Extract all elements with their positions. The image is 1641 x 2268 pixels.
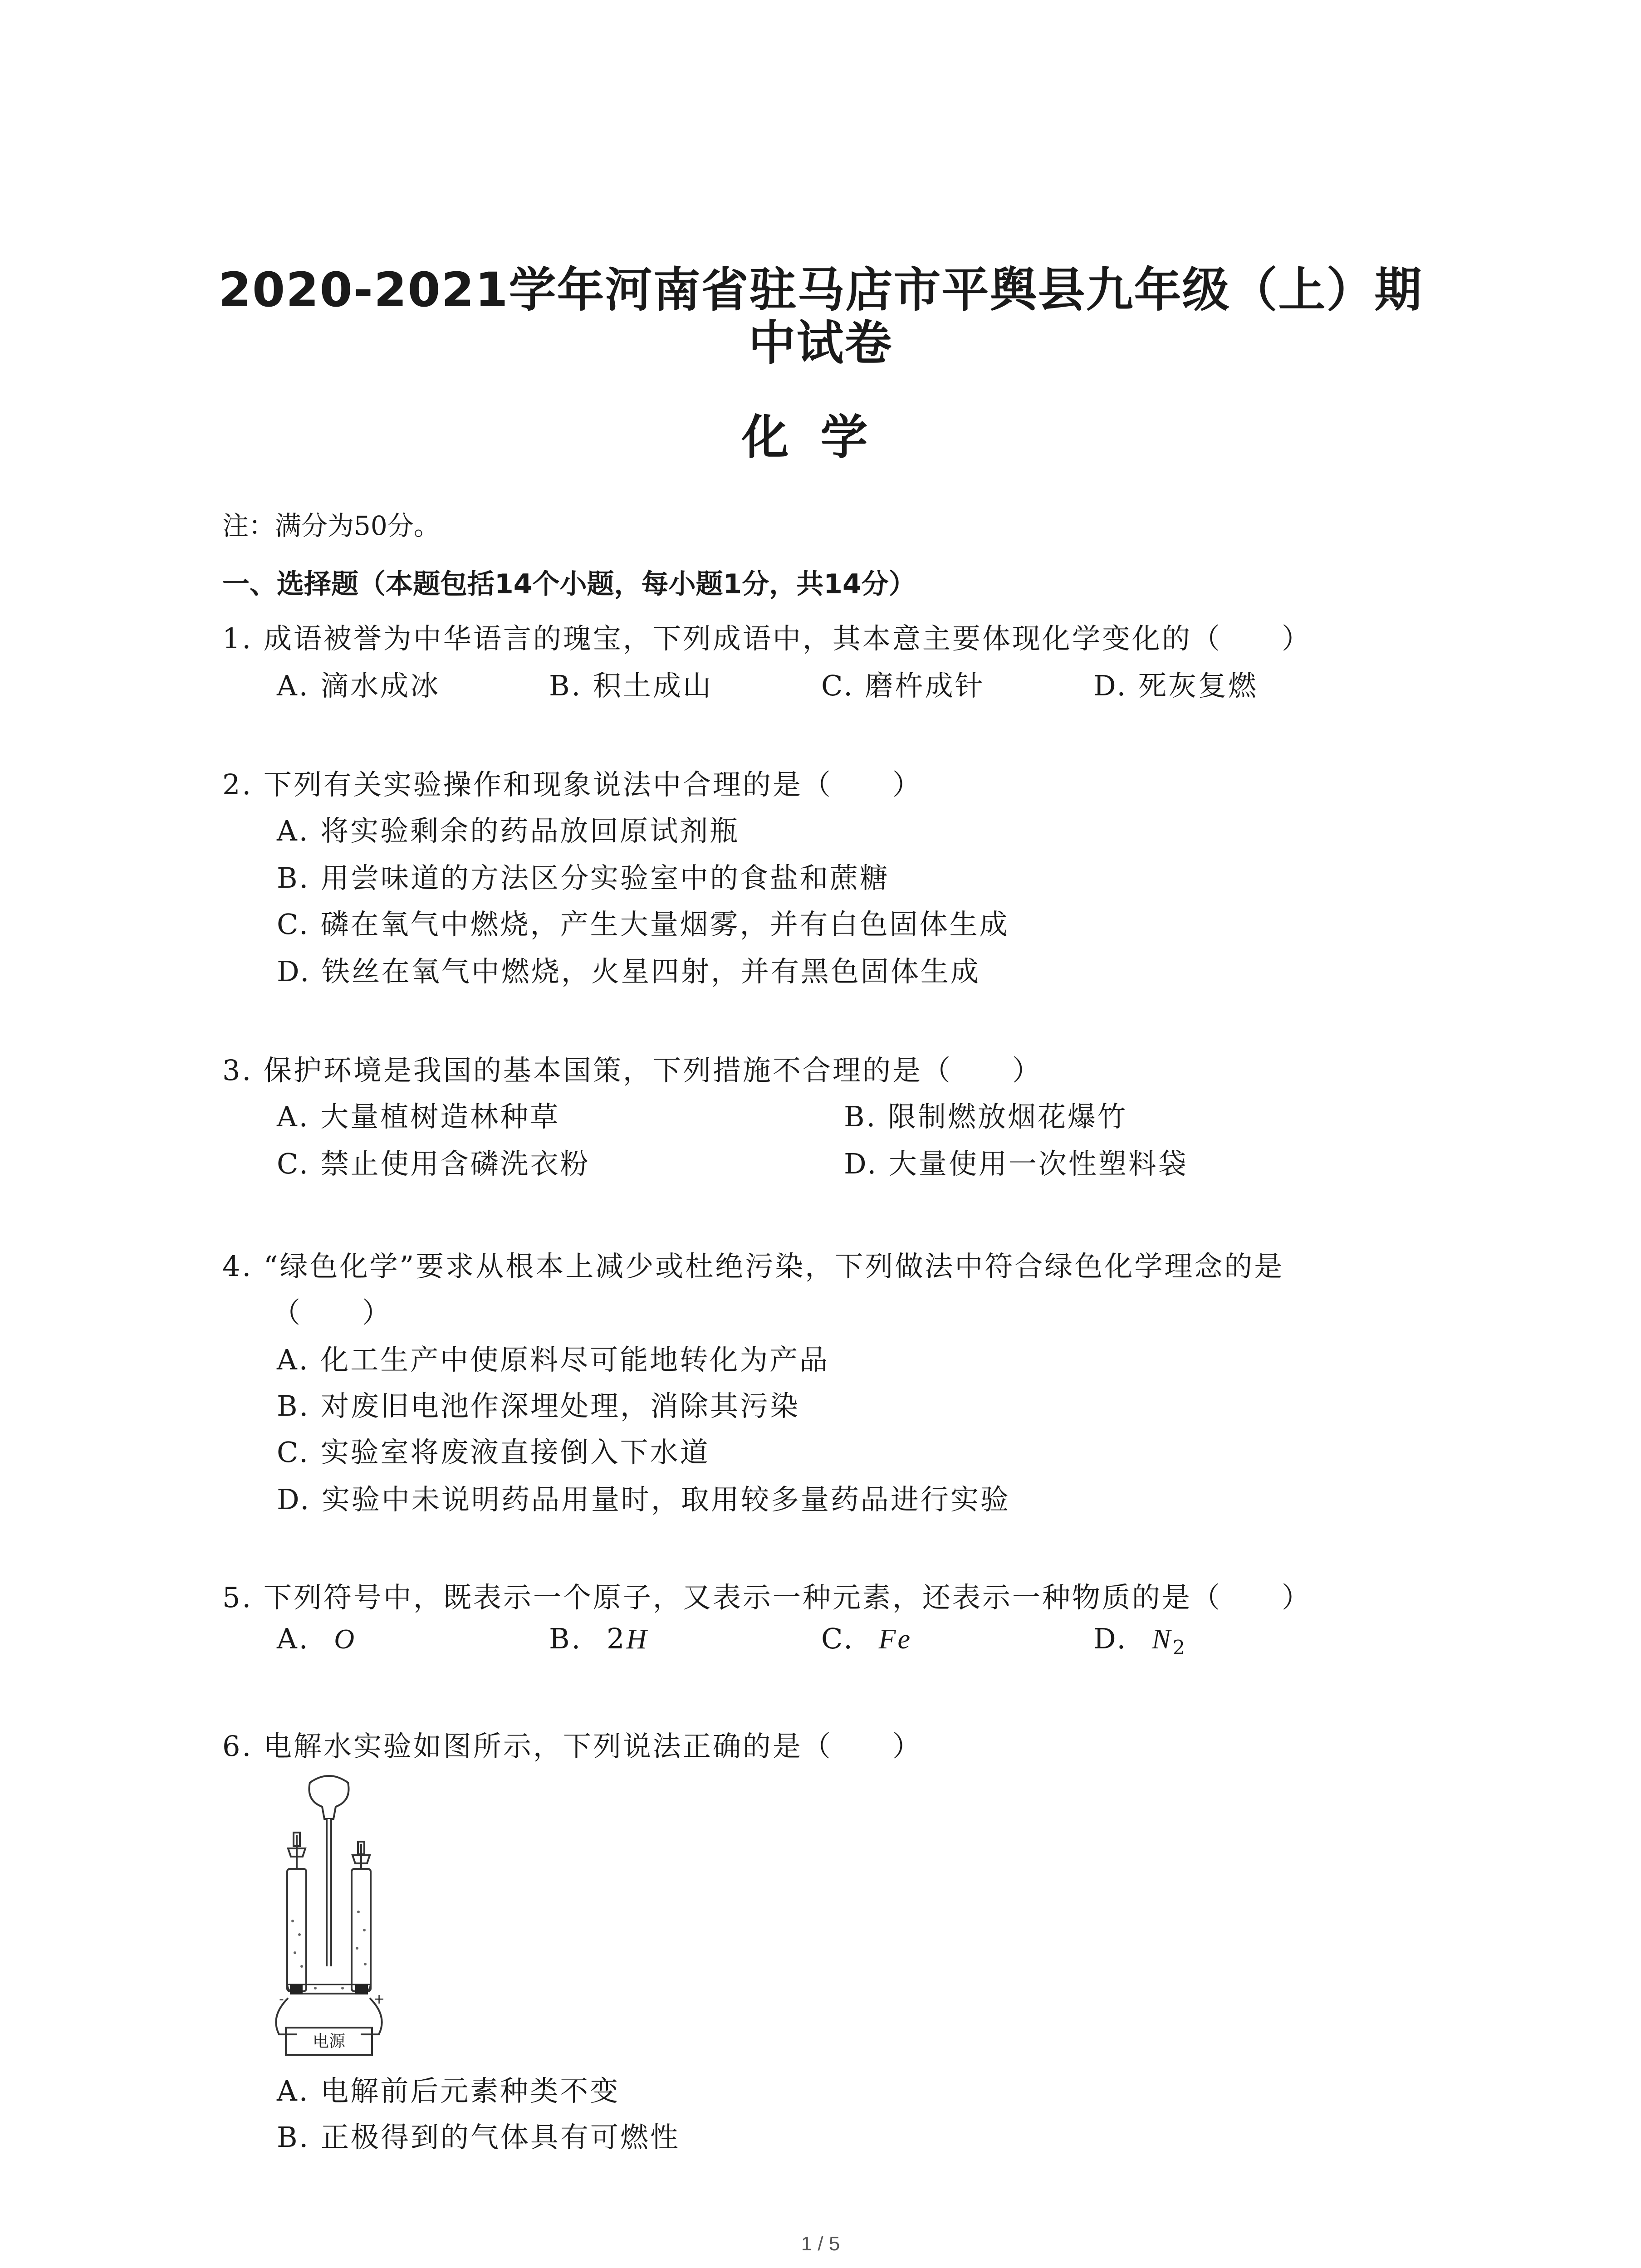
option-b: B. 积土成山 xyxy=(549,669,713,702)
option-a: A. 滴水成冰 xyxy=(277,669,441,702)
coefficient: 2 xyxy=(607,1622,627,1655)
option-c: C. 禁止使用含磷洗衣粉 xyxy=(277,1147,590,1180)
option-b: B. 限制燃放烟花爆竹 xyxy=(844,1100,1127,1133)
option-d: D. 实验中未说明药品用量时，取用较多量药品进行实验 xyxy=(277,1483,1010,1516)
option-c xyxy=(821,1622,912,1656)
option-a: A. 大量植树造林种草 xyxy=(277,1100,560,1133)
option-a: A. 电解前后元素种类不变 xyxy=(277,2074,620,2107)
minus-sign: - xyxy=(279,1991,284,2007)
chem-symbol: Fe xyxy=(878,1624,912,1655)
right-tube xyxy=(352,1869,371,1991)
question-stem-continued: （ ） xyxy=(272,1296,392,1329)
question-stem: 1. 成语被誉为中华语言的瑰宝，下列成语中，其本意主要体现化学变化的（ ） xyxy=(222,622,1312,655)
option-b xyxy=(549,1622,648,1656)
option-a: A. 将实验剩余的药品放回原试剂瓶 xyxy=(277,814,740,847)
question-stem: 3. 保护环境是我国的基本国策，下列措施不合理的是（ ） xyxy=(222,1054,1042,1087)
question-stem: 4. “绿色化学”要求从根本上减少或杜绝污染，下列做法中符合绿色化学理念的是 xyxy=(222,1250,1284,1283)
section-heading: 一、选择题（本题包括14个小题，每小题1分，共14分） xyxy=(222,568,916,600)
option-label: C. xyxy=(821,1622,854,1655)
option-label: A. xyxy=(277,1622,310,1655)
score-note: 注：满分为50分。 xyxy=(222,510,440,541)
subscript: 2 xyxy=(1172,1636,1187,1660)
exam-title-line1: 2020-2021学年河南省驻马店市平舆县九年级（上）期 xyxy=(218,262,1423,318)
option-c: C. 实验室将废液直接倒入下水道 xyxy=(277,1436,710,1469)
exam-title-line2: 中试卷 xyxy=(748,315,893,371)
reservoir-funnel xyxy=(309,1776,349,1819)
power-label: 电源 xyxy=(312,2032,346,2051)
question-stem: 6. 电解水实验如图所示，下列说法正确的是（ ） xyxy=(222,1730,922,1763)
chem-symbol: N xyxy=(1151,1624,1173,1655)
option-b: B. 对废旧电池作深埋处理，消除其污染 xyxy=(277,1389,800,1422)
option-d xyxy=(1093,1622,1187,1659)
option-a xyxy=(277,1622,356,1656)
option-c: C. 磨杵成针 xyxy=(821,669,985,702)
left-tube xyxy=(287,1869,306,1991)
option-d: D. 大量使用一次性塑料袋 xyxy=(844,1147,1188,1180)
option-label: B. xyxy=(549,1622,583,1655)
plus-sign: + xyxy=(373,1991,385,2007)
subject-heading: 化学 xyxy=(741,410,900,465)
option-d: D. 铁丝在氧气中燃烧，火星四射，并有黑色固体生成 xyxy=(277,955,980,988)
option-b: B. 用尝味道的方法区分实验室中的食盐和蔗糖 xyxy=(277,861,890,894)
chem-symbol: H xyxy=(626,1624,649,1655)
option-label: D. xyxy=(1093,1622,1128,1655)
negative-electrode xyxy=(290,1984,303,1994)
electrolysis-apparatus-figure xyxy=(261,1771,397,2062)
option-c: C. 磷在氧气中燃烧，产生大量烟雾，并有白色固体生成 xyxy=(277,908,1009,941)
option-a: A. 化工生产中使原料尽可能地转化为产品 xyxy=(277,1343,830,1376)
page-number: 1 / 5 xyxy=(801,2233,840,2255)
question-stem: 2. 下列有关实验操作和现象说法中合理的是（ ） xyxy=(222,768,922,801)
option-b: B. 正极得到的气体具有可燃性 xyxy=(277,2121,680,2154)
option-d: D. 死灰复燃 xyxy=(1093,669,1258,702)
positive-electrode xyxy=(355,1984,368,1994)
chem-symbol: O xyxy=(334,1624,356,1655)
question-stem: 5. 下列符号中，既表示一个原子，又表示一种元素，还表示一种物质的是（ ） xyxy=(222,1581,1312,1614)
